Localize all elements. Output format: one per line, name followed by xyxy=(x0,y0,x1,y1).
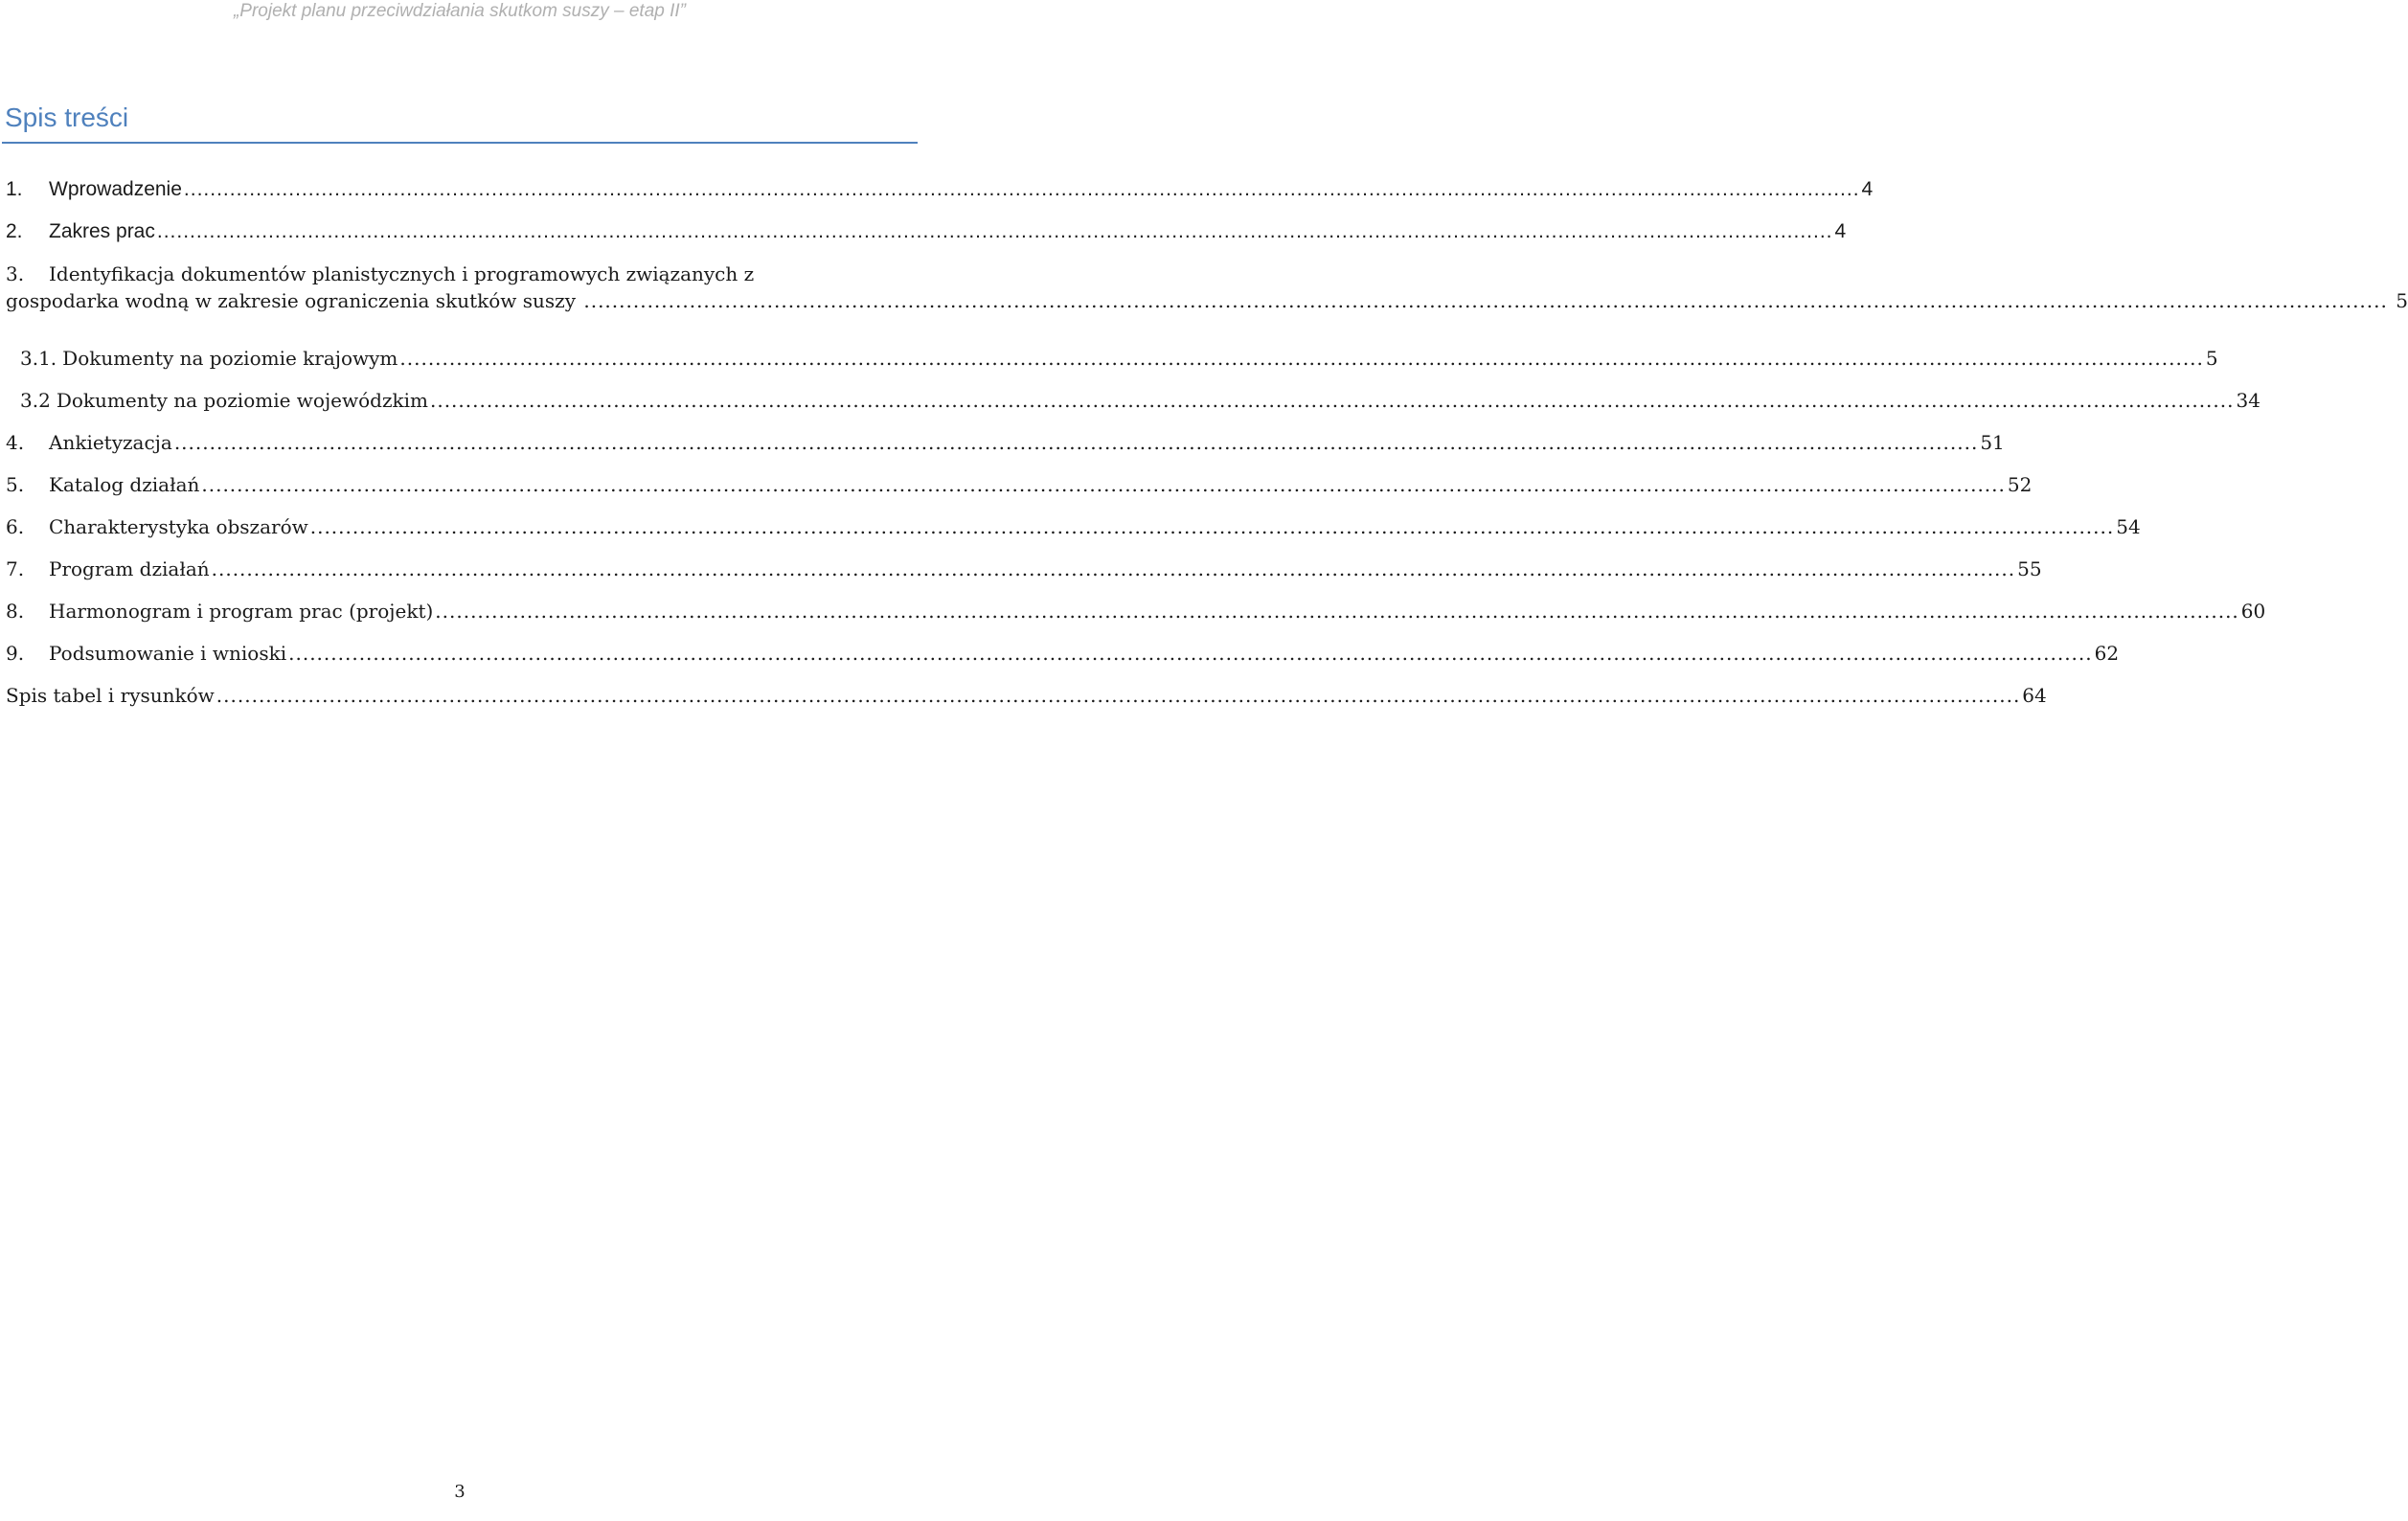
toc-entry-charakterystyka-obszarow[interactable] xyxy=(6,513,2141,556)
toc-entry-harmonogram[interactable] xyxy=(6,598,2266,640)
toc-entry-page: 51 xyxy=(1980,431,2005,454)
toc-entry-page: 60 xyxy=(2240,600,2266,623)
toc-entry-identyfikacja[interactable] xyxy=(6,261,2408,345)
toc-entry-text: Ankietyzacja xyxy=(49,431,172,454)
toc-entry-text-line2: gospodarka wodną w zakresie ograniczenia skutków suszy xyxy=(6,289,576,312)
toc-entry-podsumowanie[interactable] xyxy=(6,640,2120,682)
toc-entry-text: Charakterystyka obszarów xyxy=(49,515,308,538)
dot-leader xyxy=(201,471,2006,498)
toc-entry-dokumenty-krajowe[interactable] xyxy=(6,345,2218,387)
toc-entry-number: 8. xyxy=(6,600,25,623)
dot-leader xyxy=(157,218,1833,245)
toc-entry-page: 5 xyxy=(2205,347,2218,370)
page-number: 3 xyxy=(454,1482,466,1502)
dot-leader xyxy=(174,429,1979,456)
toc-entry-text: Katalog działań xyxy=(49,473,200,496)
toc-entry-number: 9. xyxy=(6,642,25,665)
toc-entry-text: Harmonogram i program prac (projekt) xyxy=(49,600,434,623)
toc-entry-text: Wprowadzenie xyxy=(49,178,182,200)
dot-leader xyxy=(435,598,2239,624)
toc-entry-number: 1. xyxy=(6,178,23,200)
dot-leader xyxy=(583,289,2388,312)
toc-entry-text: Zakres prac xyxy=(49,220,155,242)
toc-entry-program-dzialan[interactable] xyxy=(6,556,2042,598)
toc-entry-page: 4 xyxy=(1834,220,1847,242)
dot-leader xyxy=(216,682,2021,709)
dot-leader xyxy=(288,640,2093,667)
toc-entry-text: Podsumowanie i wnioski xyxy=(49,642,287,665)
toc-entry-number: 5. xyxy=(6,473,25,496)
toc-entry-number: 7. xyxy=(6,557,25,580)
table-of-contents xyxy=(6,176,2408,724)
toc-entry-number: 2. xyxy=(6,220,23,242)
toc-entry-page: 34 xyxy=(2236,389,2260,412)
toc-entry-page: 54 xyxy=(2116,515,2141,538)
dot-leader xyxy=(184,176,1860,203)
dot-leader xyxy=(430,387,2235,414)
toc-title-underline xyxy=(2,142,918,144)
toc-entry-number: 3. xyxy=(6,262,25,285)
toc-entry-katalog-dzialan[interactable] xyxy=(6,471,2033,513)
toc-entry-text: Program działań xyxy=(49,557,210,580)
toc-entry-page: 52 xyxy=(2007,473,2033,496)
toc-entry-text: Spis tabel i rysunków xyxy=(6,684,215,707)
toc-entry-spis-tabel[interactable] xyxy=(6,682,2047,724)
toc-entry-page: 5 xyxy=(2396,289,2408,312)
dot-leader xyxy=(310,513,2115,540)
toc-entry-number: 3.2 xyxy=(20,389,51,412)
dot-leader xyxy=(212,556,2016,582)
toc-entry-page: 62 xyxy=(2094,642,2120,665)
dot-leader xyxy=(399,345,2204,372)
toc-entry-number: 3.1. xyxy=(20,347,57,370)
toc-entry-number: 4. xyxy=(6,431,25,454)
toc-entry-text: Dokumenty na poziomie krajowym xyxy=(62,347,398,370)
toc-title: Spis treści xyxy=(5,102,129,132)
toc-entry-number: 6. xyxy=(6,515,25,538)
toc-entry-text-line1: Identyfikacja dokumentów planistycznych i programowych związanych z xyxy=(49,262,755,285)
toc-entry-dokumenty-wojewodzkie[interactable] xyxy=(6,387,2260,429)
toc-entry-page: 64 xyxy=(2022,684,2047,707)
toc-entry-text: Dokumenty na poziomie wojewódzkim xyxy=(56,389,428,412)
running-header: „Projekt planu przeciwdziałania skutkom suszy – etap II” xyxy=(233,1,687,21)
toc-entry-page: 55 xyxy=(2017,557,2042,580)
toc-entry-zakres-prac[interactable] xyxy=(6,218,1847,261)
toc-entry-page: 4 xyxy=(1861,178,1874,200)
toc-entry-ankietyzacja[interactable] xyxy=(6,429,2005,471)
toc-entry-wprowadzenie[interactable] xyxy=(6,176,1874,218)
